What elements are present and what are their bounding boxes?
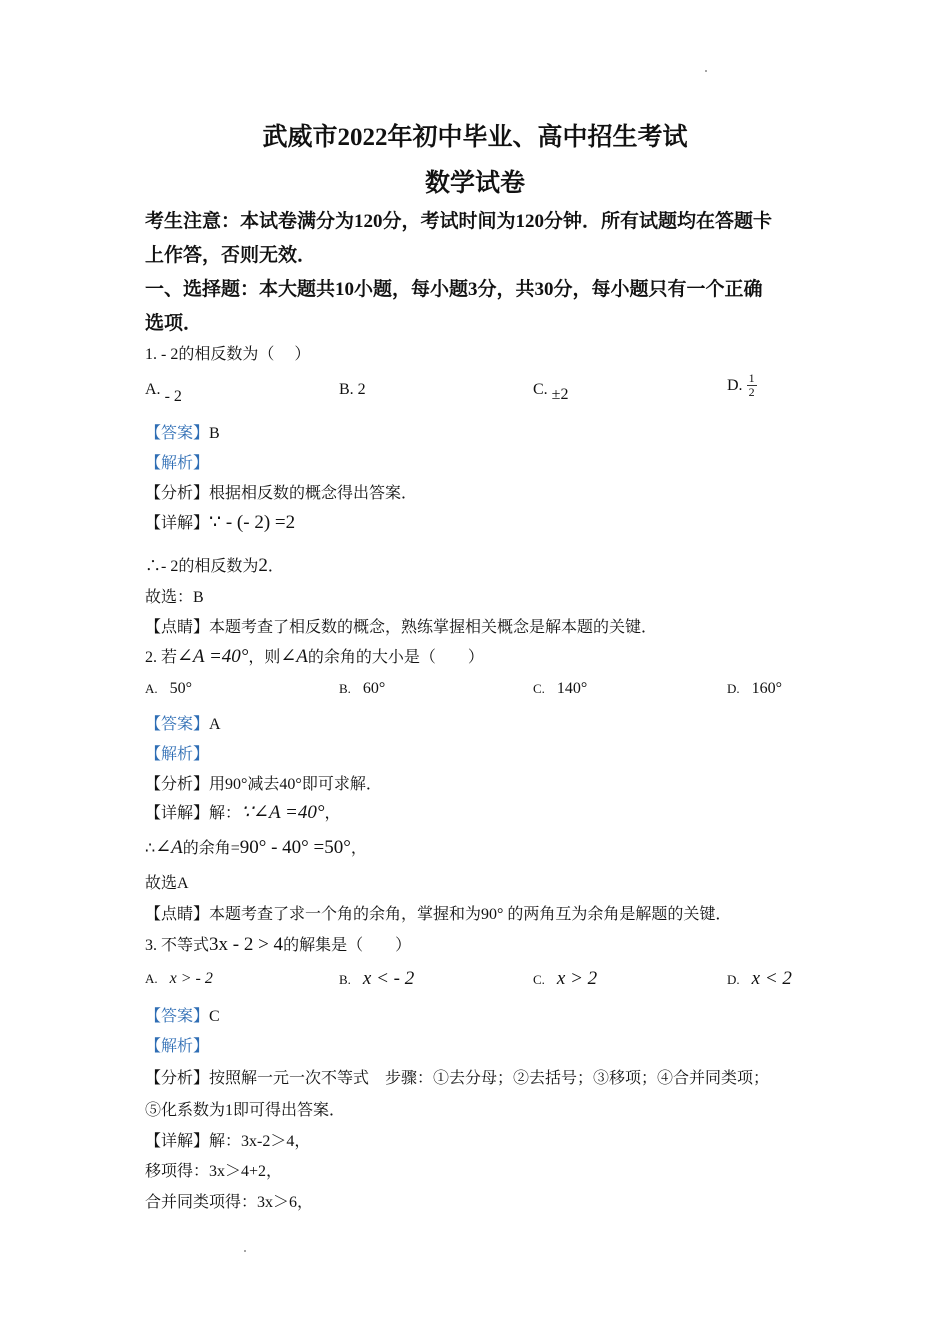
q3-option-a xyxy=(145,970,213,988)
answer-value: C xyxy=(209,1008,220,1025)
scan-dot xyxy=(244,1250,246,1252)
xiangjie-tag: 【详解】 xyxy=(145,805,210,822)
q3-number: 3. 不等式 xyxy=(145,937,210,954)
section1-heading-line2: 选项． xyxy=(145,313,203,334)
q1-dianjing xyxy=(145,614,657,637)
q2-stem-math: ∠A xyxy=(280,646,308,667)
therefore-text: 的相反数为 xyxy=(178,558,259,575)
q2-answer xyxy=(145,711,221,734)
notice-line2: 上作答，否则无效． xyxy=(145,245,317,266)
therefore-math: 90° - 40° =50° xyxy=(239,837,351,858)
answer-tag: 【答案】 xyxy=(145,716,210,733)
q1-stem-text: 的相反数为（ ） xyxy=(178,346,311,363)
q1-stem xyxy=(145,341,310,364)
option-label: D. xyxy=(727,972,740,987)
option-label: A. xyxy=(145,971,158,986)
q3-step-combine: 合并同类项得：3x＞6， xyxy=(145,1194,314,1211)
xiangjie-tag: 【详解】 xyxy=(145,1133,210,1150)
scan-dot xyxy=(705,70,707,72)
option-value: ±2 xyxy=(551,386,569,403)
option-value: 50° xyxy=(169,680,193,697)
q3-option-c xyxy=(533,968,597,990)
q2-stem xyxy=(145,644,484,668)
notice-line1: 考生注意：本试卷满分为120分，考试时间为120分钟．所有试题均在答题卡 xyxy=(145,211,773,232)
q1-option-d xyxy=(727,372,757,399)
q1-answer xyxy=(145,420,220,443)
q1-option-c xyxy=(533,381,569,403)
option-label: B. xyxy=(339,972,351,987)
q2-number: 2. 若 xyxy=(145,649,178,666)
answer-tag: 【答案】 xyxy=(145,1008,210,1025)
therefore-math: ∠A xyxy=(155,837,183,858)
fenxi-tag: 【分析】 xyxy=(145,485,210,502)
q3-option-b xyxy=(339,968,414,990)
q3-answer xyxy=(145,1003,220,1026)
option-value: x < 2 xyxy=(751,968,792,989)
dianjing-tag: 【点睛】 xyxy=(145,619,210,636)
q3-stem xyxy=(145,932,411,956)
dianjing-tag: 【点睛】 xyxy=(145,906,210,923)
option-label: A. xyxy=(145,681,158,696)
q1-choice: 故选：B xyxy=(145,589,204,606)
fenxi-tag: 【分析】 xyxy=(145,1070,210,1087)
option-value: 160° xyxy=(751,680,783,697)
q2-analysis-tag: 【解析】 xyxy=(145,746,210,763)
dianjing-text: 本题考查了求一个角的余角，掌握和为90° 的两角互为余角是解题的关键． xyxy=(209,906,732,923)
dianjing-text: 本题考查了相反数的概念，熟练掌握相关概念是解本题的关键． xyxy=(209,619,658,636)
q1-xiangjie xyxy=(145,510,295,534)
q3-stem-math: 3x - 2 > 4 xyxy=(209,934,284,955)
answer-value: A xyxy=(209,716,221,733)
q3-fenxi-line1 xyxy=(145,1065,769,1088)
q3-fenxi-line2: ⑤化系数为1即可得出答案． xyxy=(145,1102,346,1119)
q3-stem-text: 的解集是（ ） xyxy=(283,937,412,954)
fraction-denominator: 2 xyxy=(748,385,755,399)
q2-stem-math: ∠A =40° xyxy=(177,646,249,667)
q2-dianjing xyxy=(145,901,731,924)
q1-analysis-tag: 【解析】 xyxy=(145,455,210,472)
xiangjie-text: 解：3x-2＞4， xyxy=(209,1133,311,1150)
option-value: 60° xyxy=(362,680,386,697)
q3-step-transpose: 移项得：3x＞4+2， xyxy=(145,1163,283,1180)
answer-value: B xyxy=(209,425,220,442)
therefore-symbol: ∴ xyxy=(145,840,156,857)
option-label: A. xyxy=(145,381,165,398)
therefore-text: ． xyxy=(267,558,284,575)
fenxi-text: 根据相反数的概念得出答案． xyxy=(209,485,418,502)
q3-xiangjie xyxy=(145,1128,310,1151)
therefore-symbol: ∴ xyxy=(145,558,162,575)
option-label: C. xyxy=(533,972,545,987)
xiangjie-tag: 【详解】 xyxy=(145,515,210,532)
q2-option-b xyxy=(339,680,385,698)
q2-therefore xyxy=(145,835,367,859)
xiangjie-math: ∵ - (- 2) =2 xyxy=(209,512,296,533)
option-value: - 2 xyxy=(164,388,182,405)
q2-option-c xyxy=(533,680,587,698)
fraction-numerator: 1 xyxy=(748,371,755,385)
therefore-text: ， xyxy=(350,840,367,857)
fenxi-tag: 【分析】 xyxy=(145,776,210,793)
q3-option-d xyxy=(727,968,792,990)
option-label: D. xyxy=(727,681,740,696)
option-label: C. xyxy=(533,681,545,696)
xiangjie-text: 解： xyxy=(209,805,242,822)
fenxi-text: 用90°减去40°即可求解． xyxy=(209,776,382,793)
q2-stem-text: 的余角的大小是（ ） xyxy=(307,649,484,666)
q2-option-a xyxy=(145,680,192,698)
q3-analysis-tag: 【解析】 xyxy=(145,1038,210,1055)
therefore-math: - 2 xyxy=(161,558,179,575)
exam-subtitle: 数学试卷 xyxy=(424,170,525,197)
q1-option-a xyxy=(145,381,182,405)
fenxi-text: 按照解一元一次不等式 步骤：①去分母；②去括号；③移项；④合并同类项； xyxy=(209,1070,770,1087)
xiangjie-math: ∵∠A =40° xyxy=(241,802,325,823)
option-label: C. xyxy=(533,381,552,398)
option-label: D. xyxy=(727,377,747,395)
therefore-text: 的余角= xyxy=(182,840,240,857)
q2-option-d xyxy=(727,680,782,698)
xiangjie-text: ， xyxy=(324,805,341,822)
fraction-one-half xyxy=(747,372,757,399)
section1-heading-line1: 一、选择题：本大题共10小题，每小题3分，共30分，每小题只有一个正确 xyxy=(145,279,763,300)
option-label: B. xyxy=(339,381,358,398)
q2-xiangjie xyxy=(145,800,341,824)
option-value: 140° xyxy=(556,680,588,697)
q2-fenxi xyxy=(145,771,382,794)
option-value: 2 xyxy=(357,381,366,398)
q1-number: 1. xyxy=(145,346,161,363)
q1-therefore xyxy=(145,553,284,577)
option-value: x > - 2 xyxy=(169,970,213,987)
q2-choice: 故选A xyxy=(145,875,189,892)
q2-stem-text: ，则 xyxy=(248,649,281,666)
answer-tag: 【答案】 xyxy=(145,425,210,442)
exam-title: 武威市2022年初中毕业、高中招生考试 xyxy=(262,124,688,151)
q1-stem-math: - 2 xyxy=(161,346,179,363)
q1-option-b xyxy=(339,381,366,399)
q1-fenxi xyxy=(145,480,417,503)
option-value: x < - 2 xyxy=(362,968,415,989)
option-value: x > 2 xyxy=(556,968,598,989)
option-label: B. xyxy=(339,681,351,696)
therefore-math: 2 xyxy=(258,555,268,576)
